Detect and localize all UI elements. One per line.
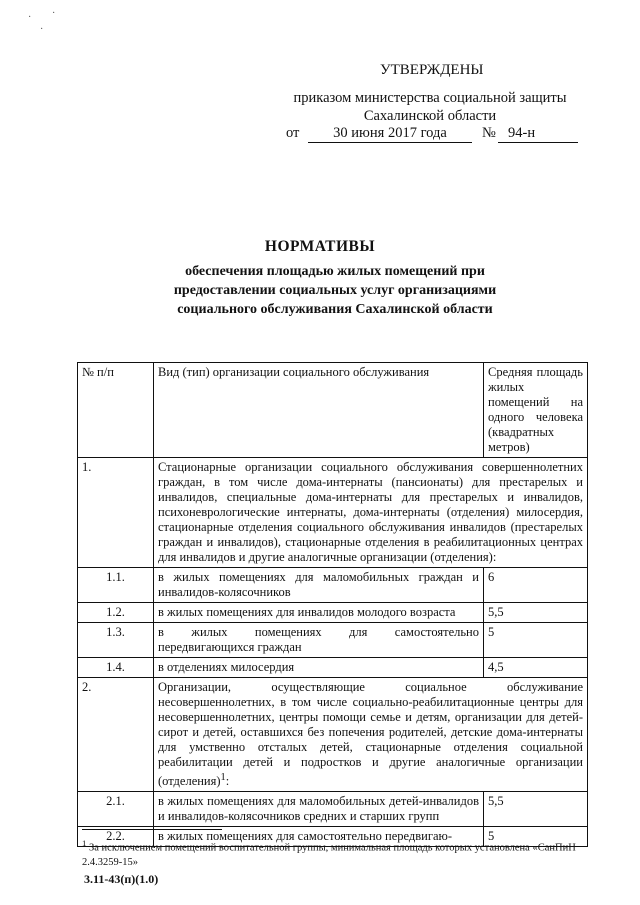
row-text: в отделениях милосердия <box>154 658 484 678</box>
row-num: 2. <box>78 678 154 792</box>
document-title: НОРМАТИВЫ <box>264 238 376 255</box>
row-text-tail: : <box>225 774 230 789</box>
row-text: в жилых помещениях для самостоятельно передвигаю- <box>154 827 484 847</box>
table-row <box>78 678 588 792</box>
table-row <box>78 458 588 568</box>
row-value: 6 <box>484 568 588 603</box>
row-value: 4,5 <box>484 658 588 678</box>
row-num: 1.2. <box>78 603 154 623</box>
row-num: 1. <box>78 458 154 568</box>
header-area: Средняя площадь жилых помещений на одного человека (квадратных метров) <box>484 363 588 458</box>
order-number-label: № <box>482 125 496 141</box>
document-subtitle: обеспечения площадью жилых помещений при предоставлении социальных услуг организациями социального обслуживания Сахалинской области <box>173 264 497 317</box>
row-num: 2.1. <box>78 792 154 827</box>
header-num: № п/п <box>78 363 154 458</box>
footnote <box>82 836 582 870</box>
header-type: Вид (тип) организации социального обслуживания <box>154 363 484 458</box>
row-num: 1.3. <box>78 623 154 658</box>
row-text: в жилых помещениях для маломобильных детей-инвалидов и инвалидов-колясочников средних и старших групп <box>154 792 484 827</box>
scan-speck: · <box>40 24 44 35</box>
footnote-divider <box>82 829 222 830</box>
document-code: 3.11-43(п)(1.0) <box>84 872 159 886</box>
row-text: в жилых помещениях для самостоятельно передвигающихся граждан <box>154 623 484 658</box>
table-row <box>78 568 588 603</box>
footnote-mark: 1 <box>82 838 87 848</box>
table-row <box>78 603 588 623</box>
footnote-text: За исключением помещений воспитательной группы, минимальная площадь которых установлена «СанПиН 2.4.3259-15» <box>82 842 576 868</box>
row-text-block <box>154 678 588 792</box>
scan-speck: · <box>28 12 32 23</box>
scan-speck: · <box>52 8 56 19</box>
approval-line-2: Сахалинской области <box>363 108 497 124</box>
row-num: 1.1. <box>78 568 154 603</box>
table-row <box>78 792 588 827</box>
row-text: Организации, осуществляющие социальное обслуживание несовершеннолетних, в том числе социально-реабилитационные центры для несовершеннолетних, центры помощи семье и детям, организации для детей-сирот и детей, оставшихся без попечения родителей, детские дома-интернаты для умственно отсталых детей, стационарные отделения социальной реабилитации детей и подростков и другие аналогичные организации (отделения) <box>158 680 583 789</box>
row-value: 5,5 <box>484 792 588 827</box>
table-row <box>78 658 588 678</box>
order-number: 94-н <box>498 125 578 143</box>
row-num: 2.2. <box>78 827 154 847</box>
approval-title: УТВЕРЖДЕНЫ <box>380 62 484 78</box>
table-row <box>78 623 588 658</box>
row-text: в жилых помещениях для инвалидов молодого возраста <box>154 603 484 623</box>
row-value: 5,5 <box>484 603 588 623</box>
row-value: 5 <box>484 623 588 658</box>
footnote-ref: 1 <box>220 772 226 783</box>
order-reference <box>286 125 586 145</box>
row-value: 5 <box>484 827 588 847</box>
table-header-row <box>78 363 588 458</box>
row-text: Стационарные организации социального обслуживания совершеннолетних граждан, в том числе дома-интернаты (пансионаты) для престарелых и инвалидов, специальные дома-интернаты для престарелых и инвалидов, психоневрологические интернаты, дома-интернаты (отделения) милосердия, стационарные отделения социального обслуживания инвалидов (престарелых граждан и инвалидов), стационарные отделения в реабилитационных центрах для инвалидов и другие аналогичные организации (отделения): <box>154 458 588 568</box>
order-date: 30 июня 2017 года <box>308 125 472 143</box>
approval-line-1: приказом министерства социальной защиты <box>293 90 567 106</box>
norms-table <box>77 362 588 847</box>
row-num: 1.4. <box>78 658 154 678</box>
row-text: в жилых помещениях для маломобильных граждан и инвалидов-колясочников <box>154 568 484 603</box>
order-from-label: от <box>286 125 300 141</box>
